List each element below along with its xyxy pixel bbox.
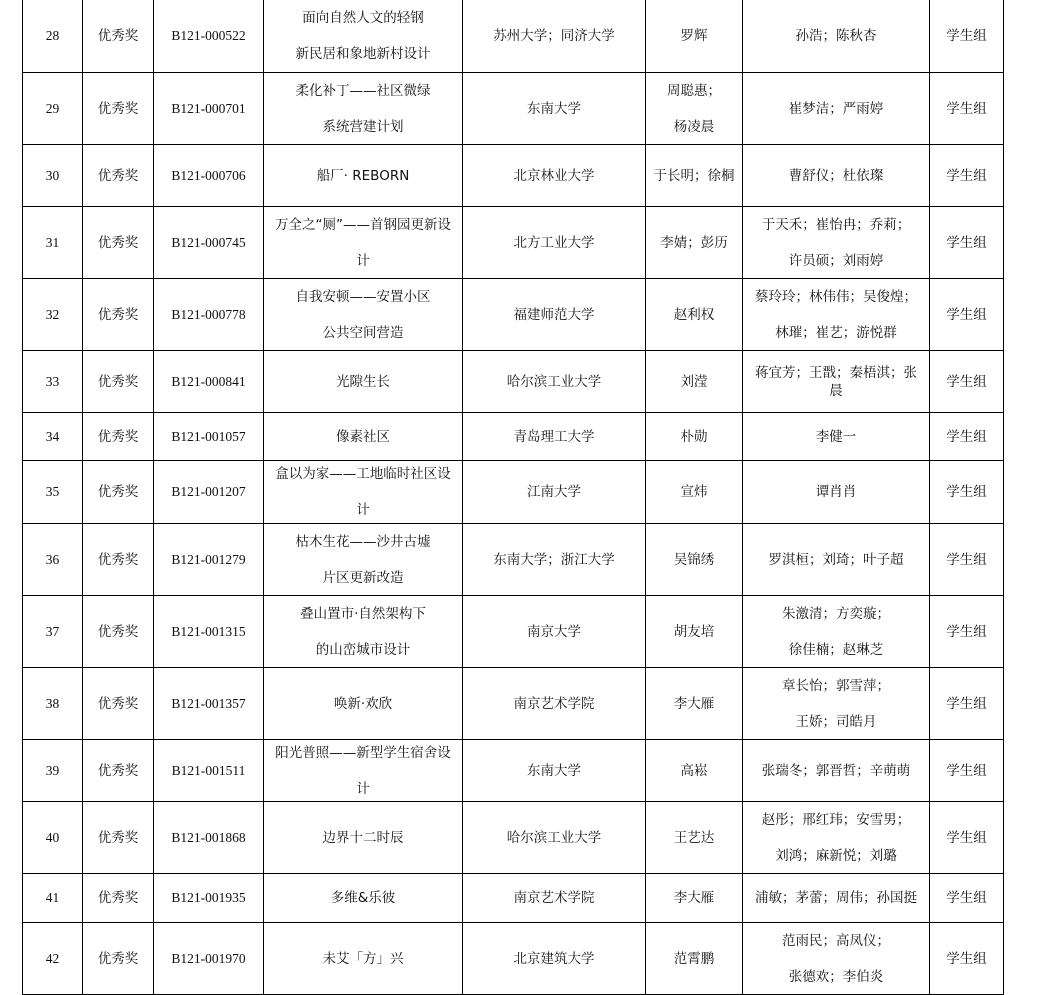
row-number: 34 xyxy=(23,413,83,461)
award-cell: 优秀奖 xyxy=(83,461,154,524)
project-title-cell-line: 柔化补丁——社区微绿 xyxy=(295,82,431,99)
row-number: 35 xyxy=(23,461,83,524)
project-title-cell xyxy=(264,351,463,413)
award-cell: 优秀奖 xyxy=(83,0,154,73)
advisor-cell xyxy=(646,668,743,740)
advisor-cell-line: 朴勋 xyxy=(680,428,708,445)
school-cell xyxy=(463,73,646,145)
students-cell-line: 林璀；崔艺；游悦群 xyxy=(775,324,897,341)
table-row xyxy=(23,351,1004,413)
table-row xyxy=(23,668,1004,740)
students-cell xyxy=(743,145,930,207)
entry-code-cell: B121-001207 xyxy=(154,461,264,524)
school-cell-line: 东南大学 xyxy=(527,100,581,117)
group-cell: 学生组 xyxy=(930,802,1004,874)
group-cell: 学生组 xyxy=(930,207,1004,279)
school-cell xyxy=(463,279,646,351)
students-cell-line: 张瑞冬；郭晋哲；辛萌萌 xyxy=(761,762,911,779)
students-cell xyxy=(743,524,930,596)
table-row xyxy=(23,145,1004,207)
school-cell-line: 北京林业大学 xyxy=(513,167,595,184)
school-cell xyxy=(463,413,646,461)
row-number: 30 xyxy=(23,145,83,207)
table-row xyxy=(23,596,1004,668)
group-cell: 学生组 xyxy=(930,740,1004,802)
group-cell: 学生组 xyxy=(930,874,1004,923)
award-cell: 优秀奖 xyxy=(83,923,154,995)
row-number: 32 xyxy=(23,279,83,351)
row-number: 41 xyxy=(23,874,83,923)
students-cell xyxy=(743,461,930,524)
students-cell xyxy=(743,596,930,668)
school-cell xyxy=(463,596,646,668)
advisor-cell xyxy=(646,923,743,995)
students-cell xyxy=(743,802,930,874)
advisor-cell-line: 赵利权 xyxy=(673,306,715,323)
project-title-cell-line: 枯木生花——沙井古墟 xyxy=(295,533,431,550)
project-title-cell-line: 唤新·欢欣 xyxy=(333,695,393,712)
project-title-cell xyxy=(264,874,463,923)
row-number: 29 xyxy=(23,73,83,145)
project-title-cell xyxy=(264,279,463,351)
row-number: 38 xyxy=(23,668,83,740)
project-title-cell-line: 万全之“厕”——首钢园更新设 xyxy=(275,216,451,233)
school-cell-line: 哈尔滨工业大学 xyxy=(506,829,602,846)
project-title-cell-line: 片区更新改造 xyxy=(322,569,404,586)
advisor-cell-line: 杨凌晨 xyxy=(673,118,715,135)
row-number: 31 xyxy=(23,207,83,279)
table-row xyxy=(23,874,1004,923)
table-row xyxy=(23,740,1004,802)
advisor-cell-line: 周聪惠； xyxy=(667,82,721,99)
project-title-cell-line: 公共空间营造 xyxy=(322,324,404,341)
project-title-cell-line: 叠山置市·自然架构下 xyxy=(300,605,426,622)
school-cell xyxy=(463,668,646,740)
table-row xyxy=(23,802,1004,874)
project-title-cell-line: 计 xyxy=(356,252,370,269)
awards-table xyxy=(22,0,1004,995)
advisor-cell-line: 宣炜 xyxy=(680,484,708,500)
project-title-cell-line: 船厂· REBORN xyxy=(316,167,410,184)
entry-code-cell: B121-000841 xyxy=(154,351,264,413)
advisor-cell-line: 胡友培 xyxy=(673,623,715,640)
students-cell-line: 曹舒仪；杜依璨 xyxy=(788,167,884,184)
students-cell xyxy=(743,0,930,73)
group-cell: 学生组 xyxy=(930,413,1004,461)
advisor-cell xyxy=(646,351,743,413)
advisor-cell-line: 李大雁 xyxy=(673,890,715,906)
school-cell xyxy=(463,923,646,995)
students-cell xyxy=(743,351,930,413)
students-cell-line: 罗淇桓；刘琦；叶子超 xyxy=(768,551,904,568)
award-cell: 优秀奖 xyxy=(83,596,154,668)
project-title-cell-line: 边界十二时辰 xyxy=(322,829,404,846)
students-cell-line: 蔡玲玲；林伟伟；吴俊煌； xyxy=(755,288,917,305)
students-cell-line: 徐佳楠；赵琳芝 xyxy=(788,641,884,658)
award-cell: 优秀奖 xyxy=(83,145,154,207)
project-title-cell-line: 盒以为家——工地临时社区设 xyxy=(275,466,451,482)
advisor-cell xyxy=(646,413,743,461)
project-title-cell xyxy=(264,524,463,596)
project-title-cell-line: 多维&乐彼 xyxy=(330,890,396,906)
advisor-cell xyxy=(646,740,743,802)
students-cell-line: 李健一 xyxy=(815,428,857,445)
students-cell xyxy=(743,874,930,923)
students-cell-line: 孙浩；陈秋杏 xyxy=(795,27,877,44)
school-cell-line: 青岛理工大学 xyxy=(513,428,595,445)
advisor-cell-line: 李婧；彭历 xyxy=(660,234,728,251)
project-title-cell-line: 的山峦城市设计 xyxy=(315,641,411,658)
advisor-cell xyxy=(646,524,743,596)
entry-code-cell: B121-001315 xyxy=(154,596,264,668)
group-cell: 学生组 xyxy=(930,596,1004,668)
row-number: 39 xyxy=(23,740,83,802)
group-cell: 学生组 xyxy=(930,73,1004,145)
school-cell xyxy=(463,874,646,923)
project-title-cell-line: 自我安顿——安置小区 xyxy=(295,288,431,305)
entry-code-cell: B121-000706 xyxy=(154,145,264,207)
project-title-cell-line: 阳光普照——新型学生宿舍设 xyxy=(275,744,451,761)
project-title-cell xyxy=(264,73,463,145)
school-cell-line: 北京建筑大学 xyxy=(513,950,595,967)
school-cell-line: 北方工业大学 xyxy=(513,234,595,251)
school-cell xyxy=(463,524,646,596)
entry-code-cell: B121-000522 xyxy=(154,0,264,73)
students-cell-line: 赵彤；邢红玮；安雪男； xyxy=(761,811,911,828)
entry-code-cell: B121-001935 xyxy=(154,874,264,923)
award-cell: 优秀奖 xyxy=(83,413,154,461)
school-cell xyxy=(463,351,646,413)
row-number: 28 xyxy=(23,0,83,73)
project-title-cell xyxy=(264,923,463,995)
students-cell-text: 蒋宜芳；王戬；秦梧淇；张晨 xyxy=(755,364,917,399)
school-cell xyxy=(463,207,646,279)
group-cell: 学生组 xyxy=(930,668,1004,740)
project-title-cell-line: 新民居和象地新村设计 xyxy=(295,45,431,62)
group-cell: 学生组 xyxy=(930,0,1004,73)
advisor-cell-line: 李大雁 xyxy=(673,695,715,712)
students-cell-line: 浦敏；茅蕾；周伟；孙国挺 xyxy=(755,890,917,906)
project-title-cell-line: 未艾「方」兴 xyxy=(322,950,404,967)
award-cell: 优秀奖 xyxy=(83,802,154,874)
row-number: 36 xyxy=(23,524,83,596)
table-row xyxy=(23,413,1004,461)
project-title-cell-line: 像素社区 xyxy=(336,428,390,445)
advisor-cell xyxy=(646,461,743,524)
project-title-cell xyxy=(264,145,463,207)
award-cell: 优秀奖 xyxy=(83,740,154,802)
group-cell: 学生组 xyxy=(930,351,1004,413)
award-cell: 优秀奖 xyxy=(83,73,154,145)
advisor-cell-text: 于长明；徐桐 xyxy=(653,167,735,184)
entry-code-cell: B121-000745 xyxy=(154,207,264,279)
students-cell-line: 谭肖肖 xyxy=(815,484,857,500)
students-cell xyxy=(743,207,930,279)
entry-code-cell: B121-000701 xyxy=(154,73,264,145)
project-title-cell xyxy=(264,668,463,740)
school-cell-line: 哈尔滨工业大学 xyxy=(506,373,602,390)
table-row xyxy=(23,73,1004,145)
advisor-cell xyxy=(646,73,743,145)
school-cell xyxy=(463,145,646,207)
project-title-cell-line: 面向自然人文的轻钢 xyxy=(302,9,424,26)
table-row xyxy=(23,207,1004,279)
school-cell xyxy=(463,802,646,874)
students-cell-line: 许员硕；刘雨婷 xyxy=(788,252,884,269)
advisor-cell xyxy=(646,596,743,668)
entry-code-cell: B121-001511 xyxy=(154,740,264,802)
advisor-cell xyxy=(646,874,743,923)
table-row xyxy=(23,0,1004,73)
entry-code-cell: B121-001357 xyxy=(154,668,264,740)
table-row xyxy=(23,279,1004,351)
group-cell: 学生组 xyxy=(930,461,1004,524)
row-number: 37 xyxy=(23,596,83,668)
school-cell-line: 福建师范大学 xyxy=(513,306,595,323)
students-cell-line: 张德欢；李伯炎 xyxy=(788,968,884,985)
group-cell: 学生组 xyxy=(930,524,1004,596)
project-title-cell xyxy=(264,207,463,279)
advisor-cell-line: 刘滢 xyxy=(680,373,708,390)
students-cell xyxy=(743,740,930,802)
entry-code-cell: B121-001868 xyxy=(154,802,264,874)
advisor-cell-line: 吴锦绣 xyxy=(673,551,715,568)
school-cell-line: 苏州大学；同济大学 xyxy=(493,27,615,44)
students-cell xyxy=(743,413,930,461)
entry-code-cell: B121-001057 xyxy=(154,413,264,461)
advisor-cell-line: 王艺达 xyxy=(673,829,715,846)
entry-code-cell: B121-001279 xyxy=(154,524,264,596)
advisor-cell xyxy=(646,279,743,351)
project-title-cell-line: 光隙生长 xyxy=(336,373,390,390)
school-cell-line: 江南大学 xyxy=(527,484,581,500)
school-cell xyxy=(463,0,646,73)
advisor-cell xyxy=(646,145,743,207)
advisor-cell xyxy=(646,207,743,279)
advisor-cell xyxy=(646,0,743,73)
project-title-cell xyxy=(264,802,463,874)
students-cell-line: 于天禾；崔怡冉；乔莉； xyxy=(761,216,911,233)
entry-code-cell: B121-001970 xyxy=(154,923,264,995)
school-cell-line: 南京艺术学院 xyxy=(513,890,595,906)
students-cell-line: 朱激清；方奕璇； xyxy=(782,605,890,622)
advisor-cell-line: 范霄鹏 xyxy=(673,950,715,967)
students-cell-line: 范雨民；高凤仪； xyxy=(782,932,890,949)
group-cell: 学生组 xyxy=(930,279,1004,351)
students-cell xyxy=(743,668,930,740)
award-cell: 优秀奖 xyxy=(83,279,154,351)
school-cell-line: 东南大学；浙江大学 xyxy=(493,551,615,568)
school-cell-line: 南京艺术学院 xyxy=(513,695,595,712)
advisor-cell-line: 高崧 xyxy=(680,762,708,779)
school-cell-line: 东南大学 xyxy=(527,762,581,779)
students-cell xyxy=(743,279,930,351)
table-row xyxy=(23,524,1004,596)
table-row xyxy=(23,923,1004,995)
project-title-cell xyxy=(264,596,463,668)
awards-table-body xyxy=(23,0,1004,995)
entry-code-cell: B121-000778 xyxy=(154,279,264,351)
project-title-cell-line: 系统营建计划 xyxy=(322,118,404,135)
row-number: 42 xyxy=(23,923,83,995)
award-cell: 优秀奖 xyxy=(83,668,154,740)
students-cell-line: 王娇；司皓月 xyxy=(795,713,877,730)
school-cell xyxy=(463,461,646,524)
project-title-cell xyxy=(264,461,463,524)
students-cell-line: 崔梦洁；严雨婷 xyxy=(788,100,884,117)
students-cell xyxy=(743,73,930,145)
project-title-cell-line: 计 xyxy=(356,780,370,797)
students-cell-line: 章长怡；郭雪萍； xyxy=(782,677,890,694)
row-number: 33 xyxy=(23,351,83,413)
award-cell: 优秀奖 xyxy=(83,207,154,279)
project-title-cell xyxy=(264,413,463,461)
group-cell: 学生组 xyxy=(930,145,1004,207)
project-title-cell-line: 计 xyxy=(356,502,370,518)
advisor-cell xyxy=(646,802,743,874)
advisor-cell-line: 罗辉 xyxy=(680,27,708,44)
group-cell: 学生组 xyxy=(930,923,1004,995)
award-cell: 优秀奖 xyxy=(83,351,154,413)
students-cell xyxy=(743,923,930,995)
project-title-cell xyxy=(264,740,463,802)
table-row xyxy=(23,461,1004,524)
row-number: 40 xyxy=(23,802,83,874)
project-title-cell xyxy=(264,0,463,73)
school-cell xyxy=(463,740,646,802)
students-cell-line: 刘鸿；麻新悦；刘璐 xyxy=(775,847,897,864)
school-cell-line: 南京大学 xyxy=(527,623,581,640)
award-cell: 优秀奖 xyxy=(83,874,154,923)
award-cell: 优秀奖 xyxy=(83,524,154,596)
